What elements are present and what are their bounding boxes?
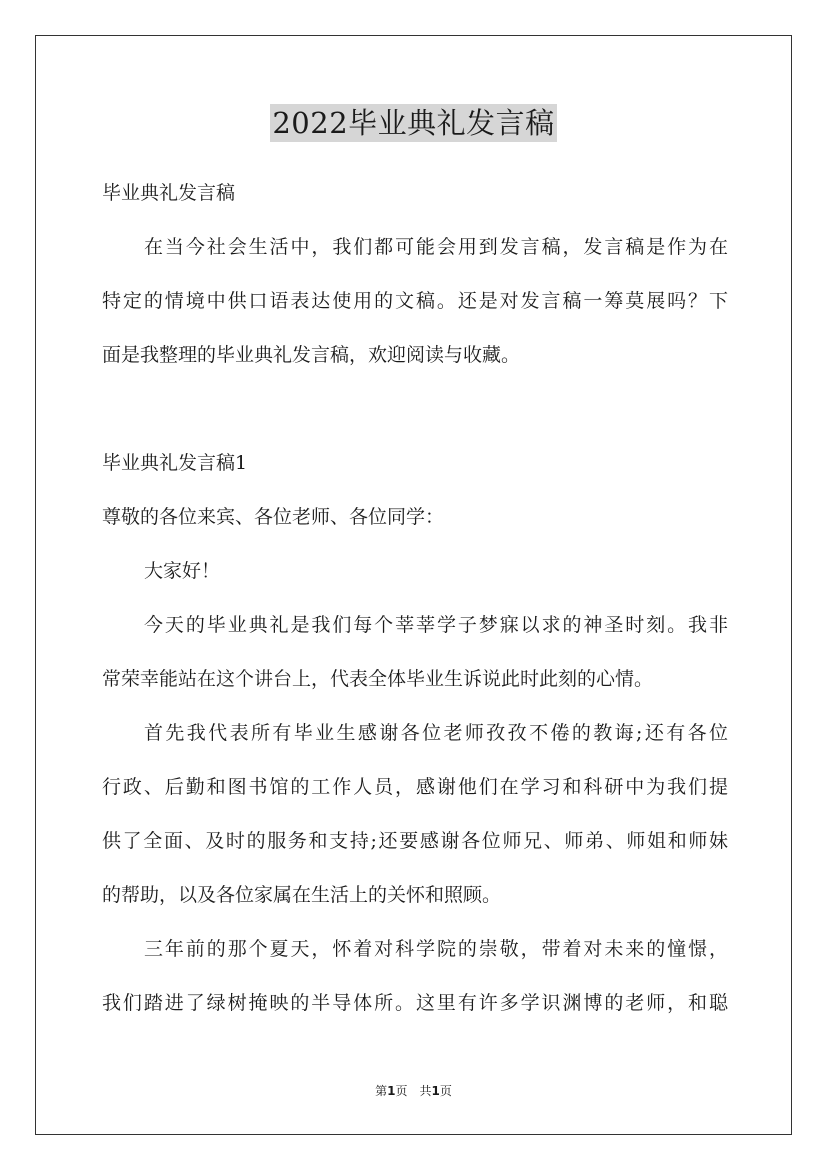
text-line: 大家好！ [144,560,221,582]
text-line: 首先我代表所有毕业生感谢各位老师孜孜不倦的教诲;还有各位 [144,722,728,744]
text-line: 在当今社会生活中，我们都可能会用到发言稿，发言稿是作为在 [144,236,728,258]
text-line: 的帮助，以及各位家属在生活上的关怀和照顾。 [102,884,502,906]
text-line: 三年前的那个夏天，怀着对科学院的崇敬，带着对未来的憧憬， [144,938,728,960]
title-container [0,104,827,142]
text-line: 尊敬的各位来宾、各位老师、各位同学： [102,506,445,528]
text-line: 特定的情境中供口语表达使用的文稿。还是对发言稿一筹莫展吗？下 [102,290,728,312]
text-line: 毕业典礼发言稿 [102,182,236,204]
footer-current-page: 1 [387,1084,396,1098]
footer-prefix: 第 [375,1084,388,1098]
footer-suffix: 页 [439,1084,452,1098]
document-body [102,175,728,1039]
text-line: 今天的毕业典礼是我们每个莘莘学子梦寐以求的神圣时刻。我非 [144,614,728,636]
page-footer [0,1082,827,1100]
text-line: 常荣幸能站在这个讲台上，代表全体毕业生诉说此时此刻的心情。 [102,668,654,690]
footer-mid: 页 共 [395,1084,432,1098]
text-line: 毕业典礼发言稿1 [102,452,248,474]
text-line: 行政、后勤和图书馆的工作人员，感谢他们在学习和科研中为我们提 [102,776,728,798]
paragraph-gap [102,391,728,445]
text-line: 我们踏进了绿树掩映的半导体所。这里有许多学识渊博的老师，和聪 [102,992,728,1014]
text-line: 供了全面、及时的服务和支持;还要感谢各位师兄、师弟、师姐和师妹 [102,830,728,852]
document-title: 2022毕业典礼发言稿 [272,106,555,140]
text-line: 面是我整理的毕业典礼发言稿，欢迎阅读与收藏。 [102,344,521,366]
footer-total-pages: 1 [431,1084,440,1098]
